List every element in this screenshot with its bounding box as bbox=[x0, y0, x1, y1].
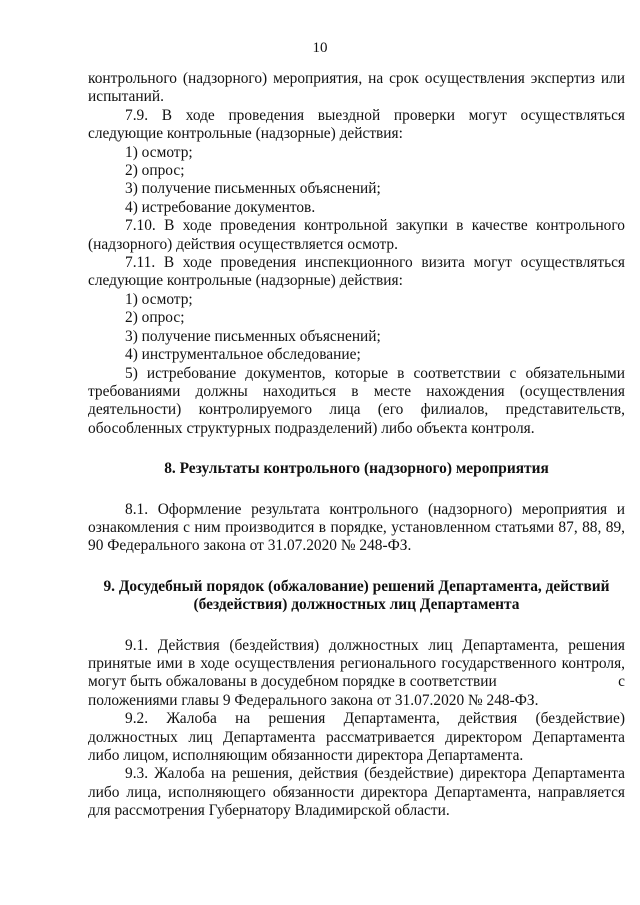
list-item: 4) инструментальное обследование; bbox=[125, 346, 361, 364]
list-item: 3) получение письменных объяснений; bbox=[125, 180, 381, 198]
section-heading-8: 8. Результаты контрольного (надзорного) мероприятия bbox=[164, 460, 549, 478]
list-item: 4) истребование документов. bbox=[125, 198, 316, 216]
list-item: 2) опрос; bbox=[125, 162, 185, 180]
paragraph-8-1: 8.1. Оформление результата контрольного (надзорного) мероприятия и ознакомления с ним производится в порядке, установленном статьями 87, 88, 89, 90 Федерального закона от 31.07.2020 № 248-ФЗ. bbox=[88, 500, 625, 555]
paragraph-9-3: 9.3. Жалоба на решения, действия (бездействие) директора Департамента либо лица, исполняющего обязанности директора Департамента, направляется для рассмотрения Губернатору Владимирской области. bbox=[88, 765, 625, 820]
page-number: 10 bbox=[312, 40, 328, 56]
paragraph-9-1-line: 9.1. Действия (бездействия) должностных лиц Департамента, решения bbox=[125, 636, 625, 654]
paragraph-9-1-line-part: могут быть обжалованы в досудебном порядке в соответствии bbox=[88, 673, 497, 691]
section-heading-9-line-1: 9. Досудебный порядок (обжалование) решений Департамента, действий bbox=[103, 577, 610, 595]
paragraph-7-9: 7.9. В ходе проведения выездной проверки могут осуществляться следующие контрольные (надзорные) действия: bbox=[88, 106, 625, 143]
list-item: 1) осмотр; bbox=[125, 290, 193, 308]
paragraph-9-1-line bbox=[88, 673, 625, 691]
section-heading-9-line-2: (бездействия) должностных лиц Департамента bbox=[193, 596, 520, 614]
paragraph-7-11: 7.11. В ходе проведения инспекционного визита могут осуществляться следующие контрольные (надзорные) действия: bbox=[88, 254, 625, 290]
document-body bbox=[88, 70, 625, 821]
paragraph-9-1 bbox=[88, 637, 625, 711]
paragraph-7-10: 7.10. В ходе проведения контрольной закупки в качестве контрольного (надзорного) действия осуществляется осмотр. bbox=[88, 217, 625, 253]
paragraph-9-1-line-part: с bbox=[618, 673, 625, 691]
section-heading-9 bbox=[88, 578, 625, 615]
list-item-5: 5) истребование документов, которые в соответствии с обязательными требованиями должны находиться в месте нахождения (осуществления деятельности) контролируемого лица (его филиалов, представительств, обособленных структурных подразделений) либо объекта контроля. bbox=[88, 364, 625, 437]
list-item: 1) осмотр; bbox=[125, 143, 193, 161]
list-item: 3) получение письменных объяснений; bbox=[125, 327, 381, 345]
paragraph-continuation: контрольного (надзорного) мероприятия, на срок осуществления экспертиз или испытаний. bbox=[88, 70, 625, 106]
paragraph-9-1-line: положениями главы 9 Федерального закона от 31.07.2020 № 248-ФЗ. bbox=[88, 691, 539, 709]
list-item: 2) опрос; bbox=[125, 309, 185, 327]
paragraph-9-1-line: принятые ими в ходе осуществления регионального государственного контроля, bbox=[88, 654, 625, 672]
paragraph-9-2: 9.2. Жалоба на решения Департамента, действия (бездействие) должностных лиц Департамента рассматривается директором Департамента либо лицом, исполняющим обязанности директора Департамента. bbox=[88, 710, 625, 764]
